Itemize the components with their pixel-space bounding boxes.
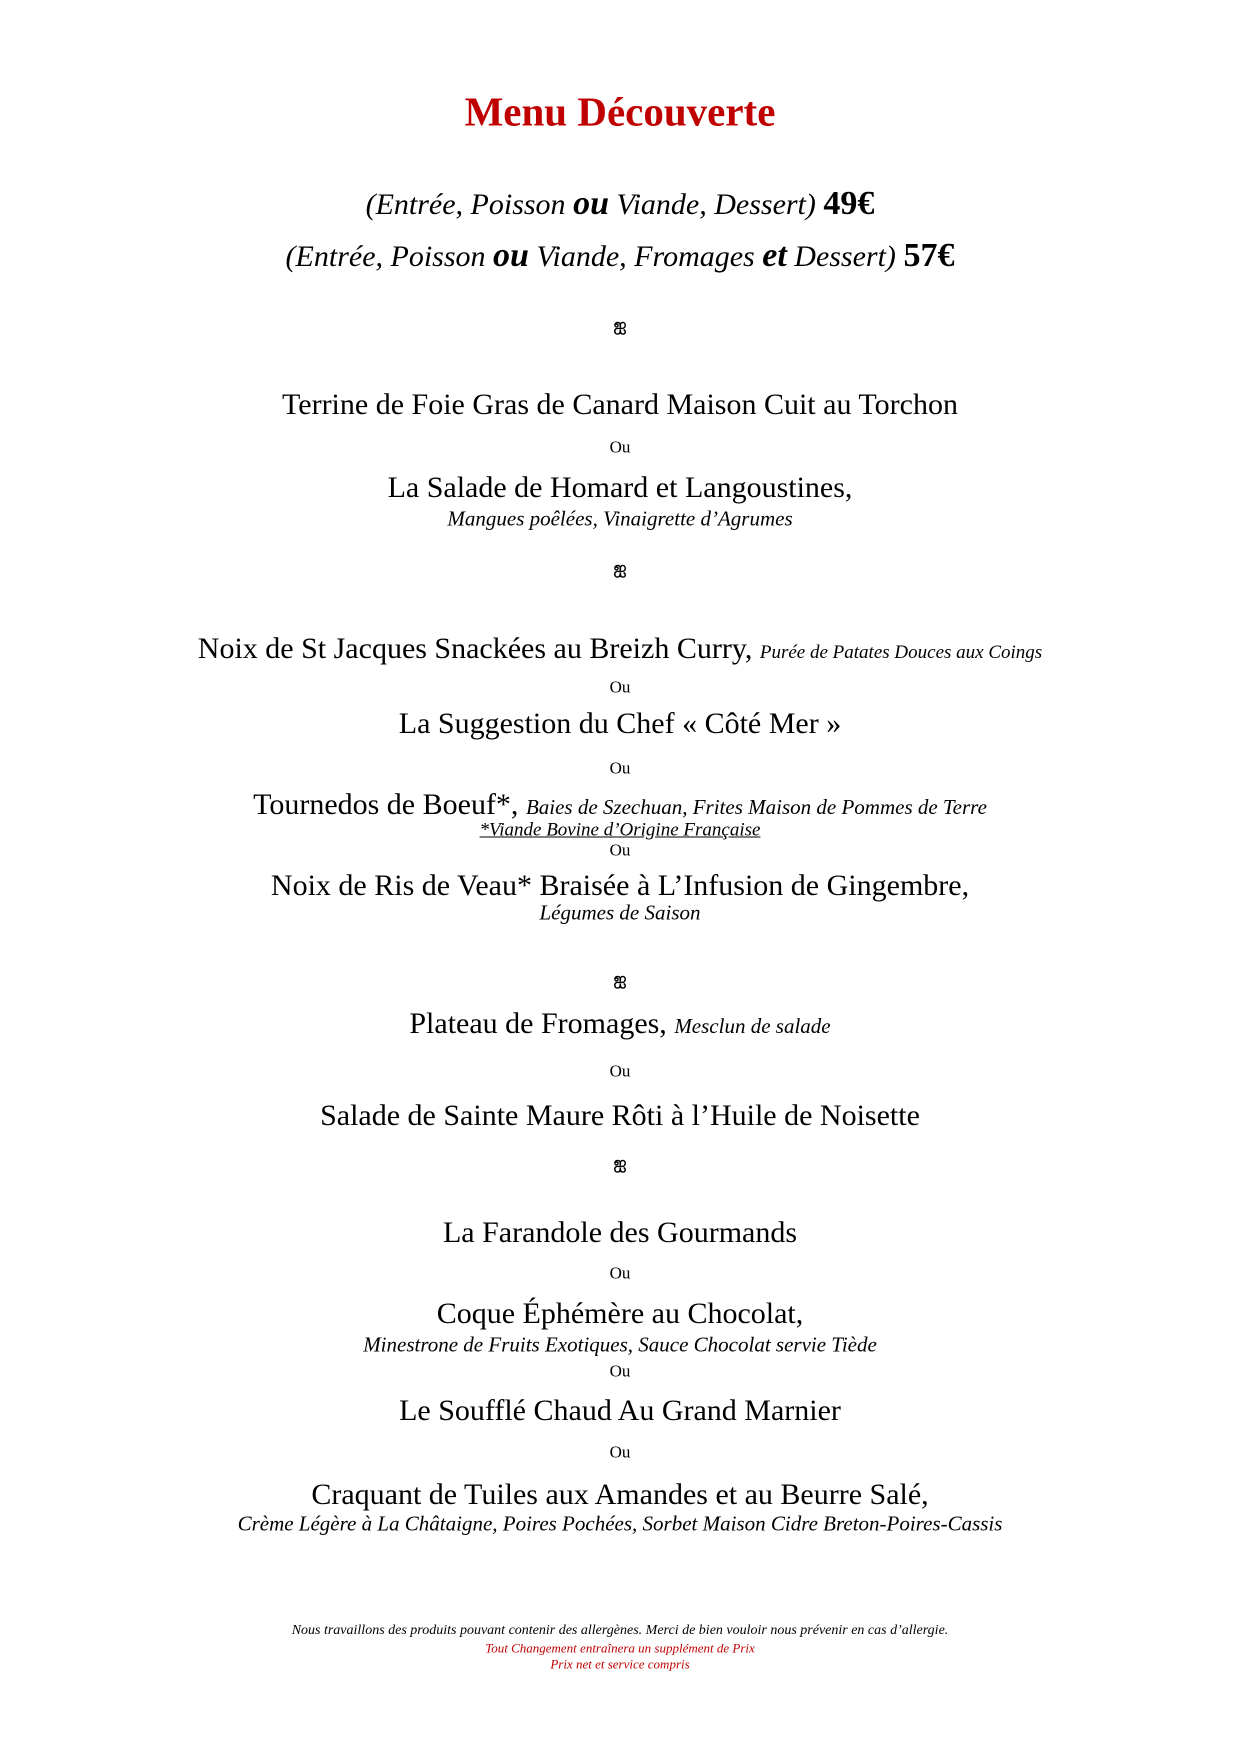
or-separator: Ou (609, 1061, 631, 1081)
or-separator: Ou (609, 840, 631, 860)
fromage-1 (0, 1009, 1240, 1039)
formula-text: Viande, Fromages (528, 240, 763, 273)
dessert-1: La Farandole des Gourmands (442, 1216, 798, 1249)
formula-text: (Entrée, Poisson (365, 188, 574, 221)
price-notice: Prix net et service compris (550, 1656, 690, 1672)
formula-keyword: et (762, 237, 787, 274)
or-separator: Ou (609, 1361, 631, 1381)
dessert-2-description: Minestrone de Fruits Exotiques, Sauce Chocolat servie Tiède (363, 1332, 877, 1357)
plat-2: La Suggestion du Chef « Côté Mer » (398, 707, 842, 740)
entree-2: La Salade de Homard et Langoustines, (387, 471, 853, 504)
fromage-1-side: Mesclun de salade (674, 1014, 831, 1038)
plat-3-side: Baies de Szechuan, Frites Maison de Pommes de Terre (525, 795, 987, 819)
change-notice: Tout Changement entraînera un supplément de Prix (485, 1640, 755, 1656)
plat-1-name: Noix de St Jacques Snackées au Breizh Curry, (197, 632, 753, 665)
or-separator: Ou (609, 1263, 631, 1283)
plat-3-name: Tournedos de Boeuf*, (253, 788, 519, 821)
dessert-4-description: Crème Légère à La Châtaigne, Poires Pochées, Sorbet Maison Cidre Breton-Poires-Cassis (237, 1511, 1003, 1536)
formula-text: (Entrée, Poisson (285, 240, 494, 273)
formula-keyword: ou (493, 237, 529, 274)
formula-1 (0, 187, 1240, 221)
entree-2-description: Mangues poêlées, Vinaigrette d’Agrumes (447, 506, 793, 531)
formula-price: 49€ (823, 185, 875, 222)
fromage-1-name: Plateau de Fromages, (409, 1007, 667, 1040)
or-separator: Ou (609, 758, 631, 778)
formula-2 (0, 239, 1240, 273)
plat-3 (0, 790, 1240, 820)
plat-4-description: Légumes de Saison (539, 900, 701, 925)
page-title: Menu Découverte (464, 88, 776, 135)
beef-origin-note: *Viande Bovine d’Origine Française (479, 819, 761, 841)
dessert-3: Le Soufflé Chaud Au Grand Marnier (399, 1394, 841, 1427)
allergen-notice: Nous travaillons des produits pouvant contenir des allergènes. Merci de bien vouloir nous prévenir en cas d’allergie. (291, 1623, 949, 1638)
formula-text: Dessert) (786, 240, 904, 273)
formula-price: 57€ (903, 237, 955, 274)
dessert-2: Coque Éphémère au Chocolat, (436, 1297, 804, 1330)
ornament-icon: ஐ (613, 1155, 627, 1172)
or-separator: Ou (609, 1442, 631, 1462)
fromage-2: Salade de Sainte Maure Rôti à l’Huile de Noisette (320, 1099, 920, 1132)
ornament-icon: ஐ (613, 560, 627, 577)
ornament-icon: ஐ (613, 971, 627, 988)
plat-4: Noix de Ris de Veau* Braisée à L’Infusion de Gingembre, (270, 869, 970, 902)
formula-keyword: ou (573, 185, 609, 222)
plat-1-side: Purée de Patates Douces aux Coings (759, 642, 1043, 663)
entree-1: Terrine de Foie Gras de Canard Maison Cuit au Torchon (282, 388, 958, 421)
or-separator: Ou (609, 677, 631, 697)
formula-text: Viande, Dessert) (608, 188, 824, 221)
plat-1 (0, 634, 1240, 664)
ornament-icon: ஐ (613, 317, 627, 334)
or-separator: Ou (609, 437, 631, 457)
dessert-4: Craquant de Tuiles aux Amandes et au Beurre Salé, (311, 1478, 929, 1511)
